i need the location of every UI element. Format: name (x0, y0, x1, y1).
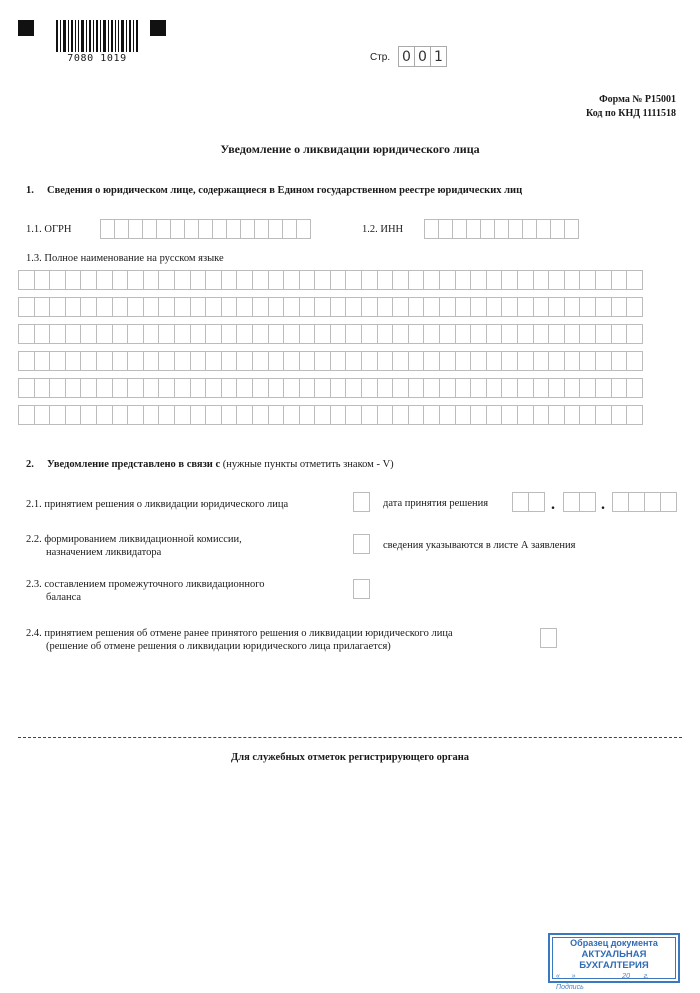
inn-label: 1.2. ИНН (362, 224, 404, 235)
stamp-line4: Подпись (556, 984, 584, 991)
section2-heading-note: (нужные пункты отметить знаком - V) (222, 459, 394, 470)
knd-code: Код по КНД 1111518 (585, 108, 676, 119)
section2-number: 2. (26, 459, 34, 470)
item-2-2-label (26, 533, 242, 559)
item-2-3-checkbox[interactable] (353, 579, 370, 599)
item-2-1-checkbox[interactable] (353, 492, 370, 512)
page-digit: 1 (430, 46, 447, 67)
section1-number: 1. (26, 185, 34, 196)
page-digit: 0 (398, 46, 415, 67)
section2-heading: Уведомление представлено в связи с (47, 459, 221, 470)
inn-input[interactable] (424, 219, 578, 239)
full-name-row[interactable] (18, 270, 682, 290)
section2-header (26, 458, 394, 471)
section1-heading: Сведения о юридическом лице, содержащиеся в Едином государственном реестре юридических лиц (47, 185, 523, 196)
full-name-row[interactable] (18, 351, 682, 371)
service-marks-heading: Для служебных отметок регистрирующего органа (230, 752, 470, 763)
decision-date-label: дата принятия решения (383, 498, 489, 509)
stamp-line3: «___» ___________ 20___ г. (556, 973, 649, 980)
page-number-field[interactable] (398, 46, 446, 67)
alignment-marker-left (18, 20, 34, 36)
item-2-2-line2: назначением ликвидатора (46, 547, 162, 558)
item-2-2-note: сведения указываются в листе А заявления (383, 540, 576, 551)
ogrn-label: 1.1. ОГРН (26, 224, 72, 235)
item-2-4-label (26, 627, 453, 653)
item-2-4-line1: 2.4. принятием решения об отмене ранее принятого решения о ликвидации юридического лица (26, 628, 453, 639)
form-number: Форма № Р15001 (599, 94, 676, 105)
page-digit: 0 (414, 46, 431, 67)
form-identifier (586, 93, 676, 121)
barcode-number: 7080 1019 (67, 53, 127, 64)
item-2-4-checkbox[interactable] (540, 628, 557, 648)
item-2-3-line1: 2.3. составлением промежуточного ликвидационного (26, 579, 265, 590)
full-name-row[interactable] (18, 405, 682, 425)
date-separator: . (601, 496, 605, 513)
item-2-1-label: 2.1. принятием решения о ликвидации юридического лица (26, 499, 289, 510)
item-2-4-line2: (решение об отмене решения о ликвидации юридического лица прилагается) (46, 641, 391, 652)
full-name-row[interactable] (18, 378, 682, 398)
item-2-2-line1: 2.2. формированием ликвидационной комиссии, (26, 534, 242, 545)
item-2-3-label (26, 578, 265, 604)
ogrn-input[interactable] (100, 219, 310, 239)
decision-year-input[interactable] (612, 492, 676, 512)
full-name-label: 1.3. Полное наименование на русском языке (26, 253, 224, 264)
date-separator: . (551, 496, 555, 513)
stamp-line2: АКТУАЛЬНАЯ БУХГАЛТЕРИЯ (579, 949, 649, 971)
sample-document-stamp (548, 933, 680, 991)
document-title: Уведомление о ликвидации юридического лица (220, 142, 480, 156)
full-name-row[interactable] (18, 324, 682, 344)
barcode (56, 20, 138, 52)
alignment-marker-right (150, 20, 166, 36)
stamp-line1: Образец документа (570, 938, 658, 948)
cut-line-divider (18, 737, 682, 738)
item-2-3-line2: баланса (46, 592, 82, 603)
full-name-row[interactable] (18, 297, 682, 317)
decision-month-input[interactable] (563, 492, 595, 512)
page-label: Стр. (370, 52, 391, 63)
decision-day-input[interactable] (512, 492, 544, 512)
item-2-2-checkbox[interactable] (353, 534, 370, 554)
